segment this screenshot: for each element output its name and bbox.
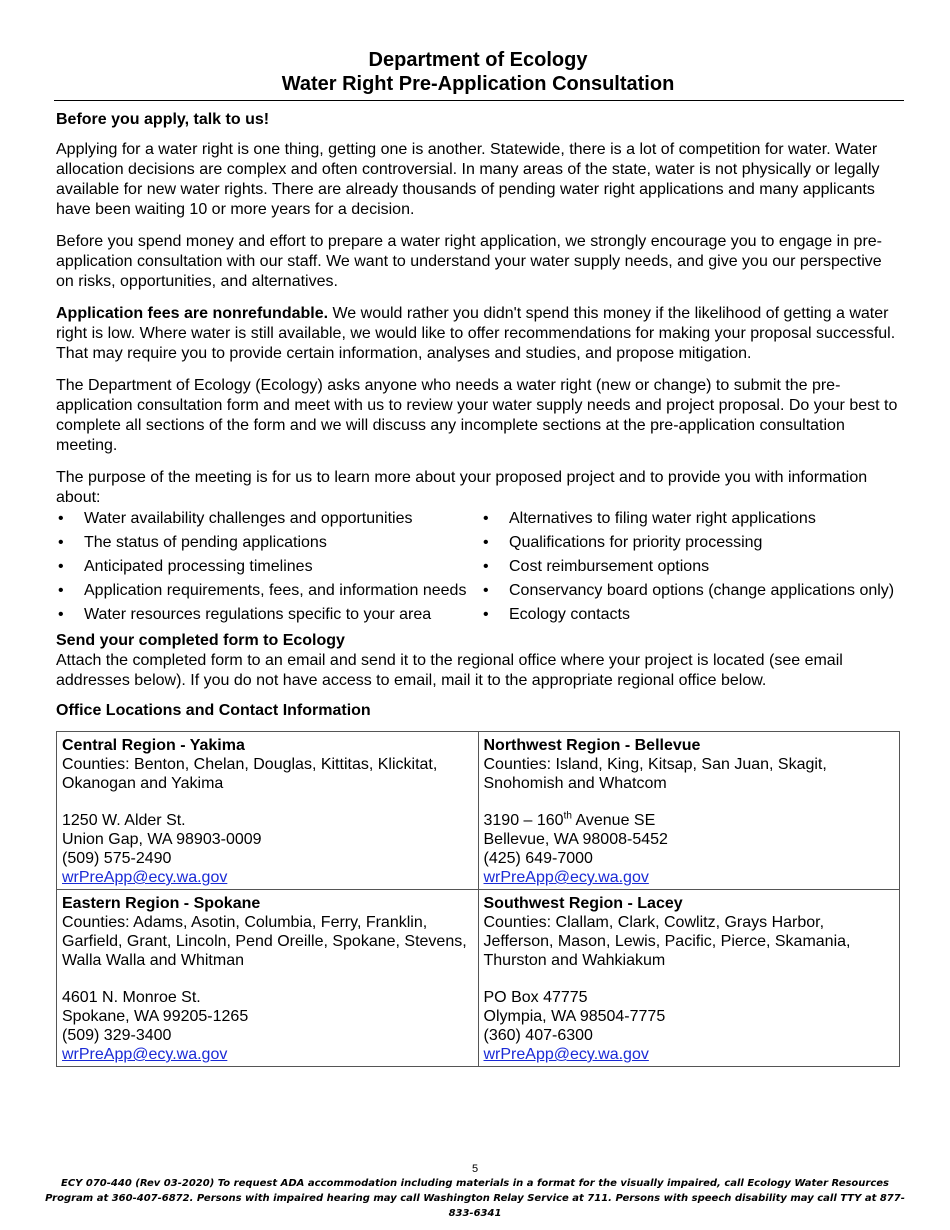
intro-paragraph-1: Applying for a water right is one thing, getting one is another. Statewide, there is a lot of competition for water. Water allocation decisions are complex and often controversial. In many areas of the state, water is not physically or legally available for new water rights. There are already thousands of pending water right applications and many applicants have been waiting 10 or more years for a decision.	[56, 141, 880, 218]
office-phone: (360) 407-6300	[483, 1027, 593, 1044]
intro-paragraph-4: The Department of Ecology (Ecology) asks anyone who needs a water right (new or change) to submit the pre-application consultation form and meet with us to review your water supply needs and project proposal. Do your best to complete all sections of the form and we will discuss any incomplete sections at the pre-application consultation meeting.	[56, 377, 898, 454]
document-body	[56, 110, 900, 1067]
office-street: PO Box 47775	[483, 989, 588, 1006]
header-title: Department of Ecology	[368, 49, 588, 71]
topics-right-column	[481, 509, 900, 629]
office-name: Eastern Region - Spokane	[62, 895, 261, 912]
office-name: Southwest Region - Lacey	[483, 895, 683, 912]
page-footer	[0, 1162, 950, 1221]
office-street: 1250 W. Alder St.	[62, 812, 186, 829]
office-city: Union Gap, WA 98903-0009	[62, 831, 262, 848]
office-city: Olympia, WA 98504-7775	[483, 1008, 666, 1025]
office-contacts-table	[56, 731, 900, 1067]
page-number: 5	[471, 1163, 479, 1175]
office-eastern	[57, 890, 479, 1067]
fees-nonrefundable-label: Application fees are nonrefundable.	[56, 305, 329, 322]
list-item: • Qualifications for priority processing	[481, 533, 900, 553]
intro-paragraph-2: Before you spend money and effort to prepare a water right application, we strongly encourage you to engage in pre-application consultation with our staff. We want to understand your water supply needs, and give you our perspective on risks, opportunities, and alternatives.	[56, 233, 882, 290]
footer-accessibility-note: ECY 070-440 (Rev 03-2020) To request ADA accommodation including materials in a format for the visually impaired, call Ecology Water Resources Program at 360-407-6872. Persons with impaired hearing may call Washington Relay Service at 711. Persons with speech disability may call TTY at 877-833-6341	[45, 1178, 905, 1219]
fees-paragraph-text: We would rather you didn't spend this money if the likelihood of getting a water right is low. Where water is still available, we would like to offer recommendations for making your proposal successful. That may require you to provide certain information, analyses and studies, and propose mitigation.	[56, 305, 896, 362]
table-row	[57, 732, 900, 890]
list-item: • Application requirements, fees, and information needs	[56, 581, 481, 601]
office-phone: (425) 649-7000	[483, 850, 593, 867]
intro-paragraph-5: The purpose of the meeting is for us to learn more about your proposed project and to provide you with information about:	[56, 469, 868, 506]
office-email-link[interactable]: wrPreApp@ecy.wa.gov	[62, 1046, 228, 1063]
office-counties: Counties: Clallam, Clark, Cowlitz, Grays Harbor, Jefferson, Mason, Lewis, Pacific, Pierce, Skamania, Thurston and Wahkiakum	[483, 914, 851, 969]
office-counties: Counties: Adams, Asotin, Columbia, Ferry, Franklin, Garfield, Grant, Lincoln, Pend Oreille, Spokane, Stevens, Walla Walla and Whitman	[62, 914, 467, 969]
header-divider	[54, 100, 904, 101]
office-counties: Counties: Benton, Chelan, Douglas, Kittitas, Klickitat, Okanogan and Yakima	[62, 756, 438, 792]
offices-heading: Office Locations and Contact Information	[56, 702, 371, 719]
table-row	[57, 890, 900, 1067]
list-item: • Anticipated processing timelines	[56, 557, 481, 577]
office-city: Bellevue, WA 98008-5452	[483, 831, 668, 848]
office-email-link[interactable]: wrPreApp@ecy.wa.gov	[62, 869, 228, 886]
header-subtitle: Water Right Pre-Application Consultation	[281, 73, 675, 95]
list-item: • Water availability challenges and opportunities	[56, 509, 481, 529]
list-item: • Alternatives to filing water right applications	[481, 509, 900, 529]
street-name: Avenue SE	[571, 812, 656, 829]
office-southwest	[478, 890, 900, 1067]
office-northwest	[478, 732, 900, 890]
office-street	[484, 811, 895, 830]
document-page	[56, 48, 900, 1063]
list-item: • Conservancy board options (change applications only)	[481, 581, 900, 601]
meeting-topics-list	[56, 509, 900, 629]
office-name: Central Region - Yakima	[62, 737, 245, 754]
street-number: 3190 – 160	[483, 812, 564, 829]
office-email-link[interactable]: wrPreApp@ecy.wa.gov	[483, 869, 649, 886]
list-item: • The status of pending applications	[56, 533, 481, 553]
office-phone: (509) 575-2490	[62, 850, 172, 867]
office-counties: Counties: Island, King, Kitsap, San Juan, Skagit, Snohomish and Whatcom	[483, 756, 827, 792]
list-item: • Water resources regulations specific to your area	[56, 605, 481, 625]
send-instructions: Attach the completed form to an email and send it to the regional office where your project is located (see email addresses below). If you do not have access to email, mail it to the appropriate regional office below.	[56, 652, 843, 689]
office-phone: (509) 329-3400	[62, 1027, 172, 1044]
office-city: Spokane, WA 99205-1265	[62, 1008, 249, 1025]
intro-heading: Before you apply, talk to us!	[56, 111, 270, 128]
office-email-link[interactable]: wrPreApp@ecy.wa.gov	[483, 1046, 649, 1063]
page-header	[56, 48, 900, 96]
office-central	[57, 732, 479, 890]
intro-paragraph-3	[56, 304, 900, 364]
office-name: Northwest Region - Bellevue	[483, 737, 701, 754]
list-item: • Ecology contacts	[481, 605, 900, 625]
topics-left-column	[56, 509, 481, 629]
send-heading: Send your completed form to Ecology	[56, 632, 345, 649]
list-item: • Cost reimbursement options	[481, 557, 900, 577]
office-street: 4601 N. Monroe St.	[62, 989, 201, 1006]
street-ordinal-suffix: th	[563, 810, 572, 822]
